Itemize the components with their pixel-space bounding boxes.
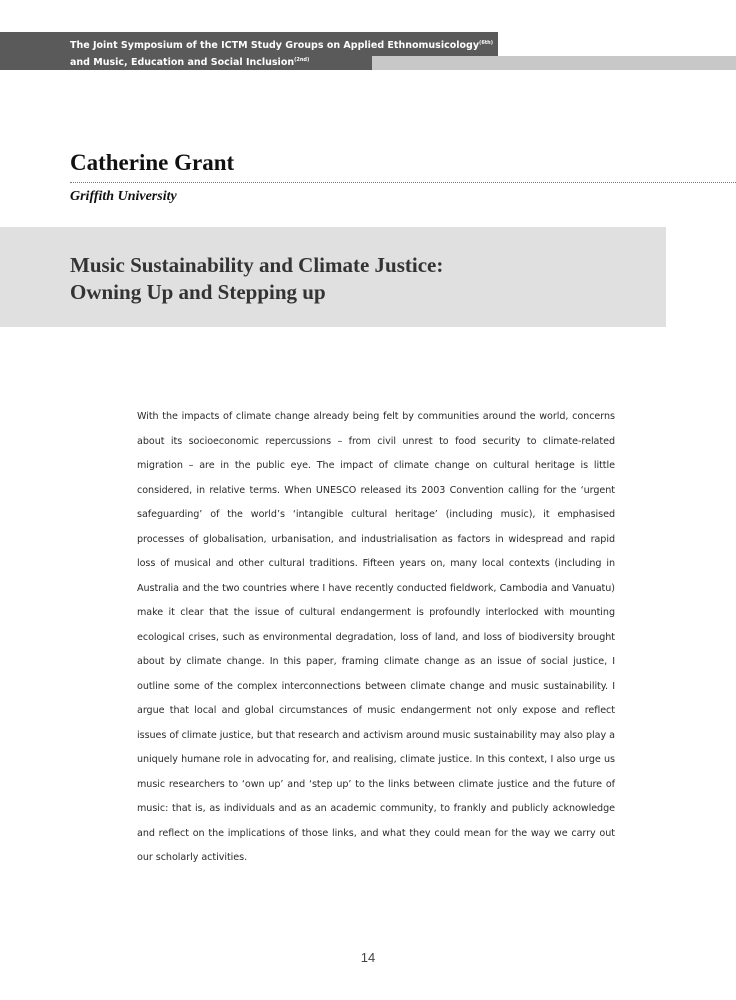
running-header-line-1: The Joint Symposium of the ICTM Study Groups on Applied Ethnomusicology$^{(6th)}$	[70, 40, 494, 51]
running-header	[70, 36, 495, 70]
author-divider	[70, 182, 736, 183]
page-number: 14	[360, 950, 376, 965]
abstract-text: With the impacts of climate change already being felt by communities around the world, concerns about its socioeconomic repercussions – from civil unrest to food security to climate-related migration – are in the public eye. The impact of climate change on cultural heritage is little considered, in relative terms. When UNESCO released its 2003 Convention calling for the ‘urgent safeguarding’ of the world’s ‘intangible cultural heritage’ (including music), it emphasised processes of globalisation, urbanisation, and industrialisation as factors in widespread and rapid loss of musical and other cultural traditions. Fifteen years on, many local contexts (including in Australia and the two countries where I have recently conducted fieldwork, Cambodia and Vanuatu) make it clear that the issue of cultural endangerment is profoundly interlocked with mounting ecological crises, such as environmental degradation, loss of land, and loss of biodiversity brought about by climate change. In this paper, framing climate change as an issue of social justice, I outline some of the complex interconnections between climate change and music sustainability. I argue that local and global circumstances of music endangerment not only expose and reflect issues of climate justice, but that research and activism around music sustainability may also play a uniquely humane role in advocating for, and realising, climate justice. In this context, I also urge us music researchers to ‘own up’ and ‘step up’ to the links between climate justice and the future of music: that is, as individuals and as an academic community, to frankly and publicly acknowledge and reflect on the implications of those links, and what they could mean for the way we carry out our scholarly activities.	[137, 411, 615, 863]
paper-title-line-2: Owning Up and Stepping up	[70, 280, 326, 304]
running-header-line-2: and Music, Education and Social Inclusion$^{(2nd)}$	[70, 57, 310, 68]
author-name: Catherine Grant	[70, 150, 235, 175]
paper-title-line-1: Music Sustainability and Climate Justice:	[70, 253, 444, 277]
paper-title	[70, 252, 630, 306]
author-affiliation: Griffith University	[70, 189, 177, 204]
